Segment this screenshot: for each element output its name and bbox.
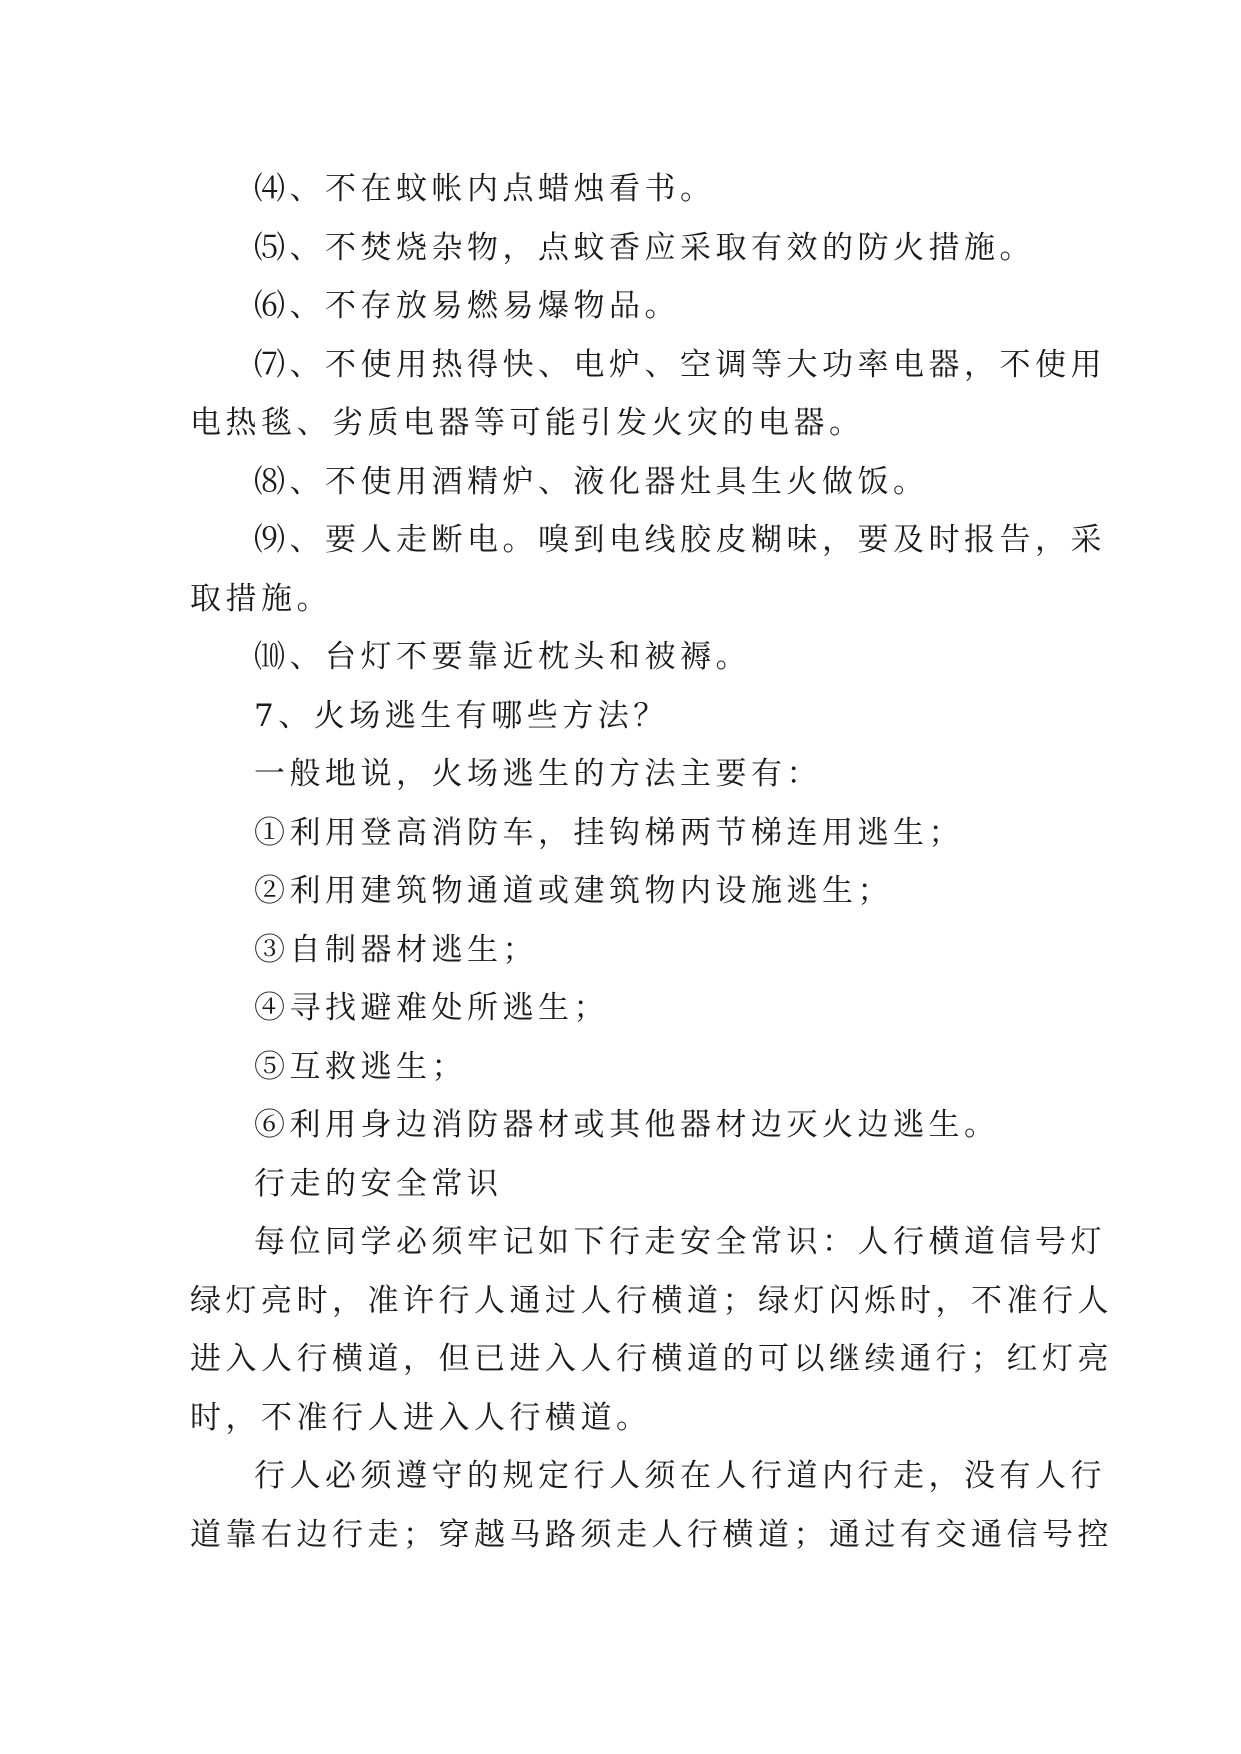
text-line: ⑥利用身边消防器材或其他器材边灭火边逃生。 — [254, 1107, 1000, 1143]
text-line: ⑷、不在蚊帐内点蜡烛看书。 — [254, 171, 716, 207]
document-body — [190, 160, 1113, 1564]
text-line: 取措施。 — [190, 580, 332, 617]
text-line: 一般地说，火场逃生的方法主要有： — [254, 756, 822, 792]
text-line: 时，不准行人进入人行横道。 — [190, 1399, 652, 1436]
text-line: 行人必须遵守的规定行人须在人行道内行走，没有人行 — [254, 1458, 1106, 1494]
text-line: ⑺、不使用热得快、电炉、空调等大功率电器，不使用 — [254, 346, 1106, 383]
text-line: ②利用建筑物通道或建筑物内设施逃生； — [254, 873, 893, 909]
text-line: ⑤互救逃生； — [254, 1048, 467, 1085]
text-line: 行走的安全常识 — [254, 1165, 503, 1202]
text-line: 电热毯、劣质电器等可能引发火灾的电器。 — [190, 405, 865, 441]
text-line: ⑹、不存放易燃易爆物品。 — [254, 288, 680, 324]
text-line: ③自制器材逃生； — [254, 931, 538, 968]
text-line: 道靠右边行走；穿越马路须走人行横道；通过有交通信号控 — [190, 1516, 1113, 1553]
text-line: ④寻找避难处所逃生； — [254, 990, 609, 1026]
text-line: ⑼、要人走断电。嗅到电线胶皮糊味，要及时报告，采 — [254, 522, 1106, 558]
text-line: ①利用登高消防车，挂钩梯两节梯连用逃生； — [254, 814, 964, 851]
text-line: 绿灯亮时，准许行人通过人行横道；绿灯闪烁时，不准行人 — [190, 1282, 1113, 1319]
text-line: ⑸、不焚烧杂物，点蚊香应采取有效的防火措施。 — [254, 229, 1035, 266]
text-line: ⑻、不使用酒精炉、液化器灶具生火做饭。 — [254, 463, 929, 500]
text-line: 进入人行横道，但已进入人行横道的可以继续通行；红灯亮 — [190, 1341, 1113, 1377]
text-line: 7、火场逃生有哪些方法？ — [254, 697, 669, 734]
text-line: ⑽、台灯不要靠近枕头和被褥。 — [254, 639, 751, 675]
text-line: 每位同学必须牢记如下行走安全常识：人行横道信号灯 — [254, 1224, 1106, 1260]
